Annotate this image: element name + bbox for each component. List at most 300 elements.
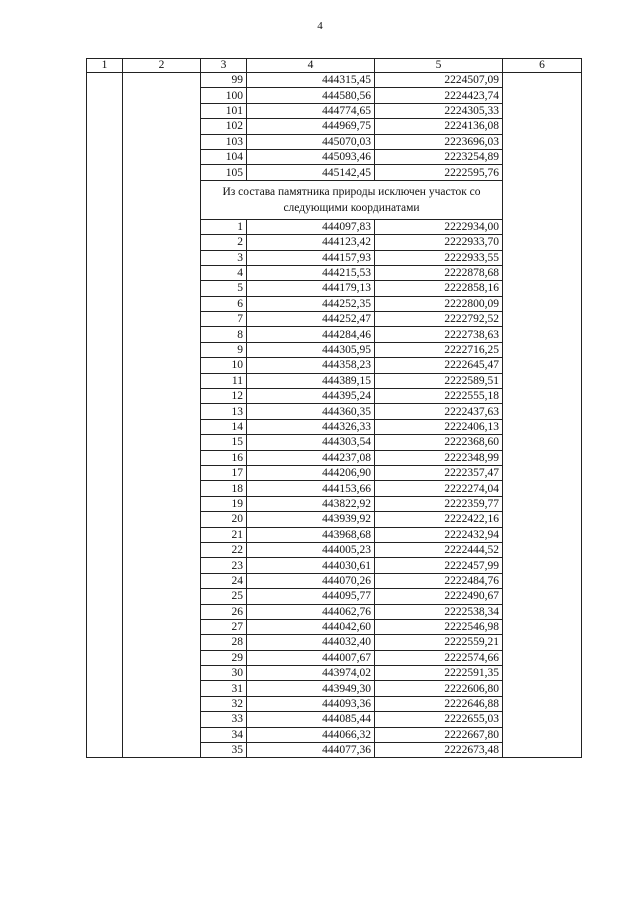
col-1-cell: [87, 373, 123, 388]
coordinate-y-cell: 2222559,21: [375, 635, 503, 650]
coordinate-y-cell: 2222490,67: [375, 589, 503, 604]
point-number-cell: 7: [201, 312, 247, 327]
col-6-cell: [503, 358, 582, 373]
coordinate-x-cell: 444157,93: [247, 250, 375, 265]
col-6-cell: [503, 573, 582, 588]
coordinate-y-cell: 2222645,47: [375, 358, 503, 373]
coordinates-table-container: [86, 58, 582, 758]
point-number-cell: 10: [201, 358, 247, 373]
table-row: [87, 666, 582, 681]
coordinate-x-cell: 444315,45: [247, 73, 375, 88]
point-number-cell: 26: [201, 604, 247, 619]
table-row: [87, 73, 582, 88]
col-1-cell: [87, 527, 123, 542]
point-number-cell: 17: [201, 465, 247, 480]
coordinate-y-cell: 2222667,80: [375, 727, 503, 742]
col-1-cell: [87, 389, 123, 404]
coordinate-y-cell: 2222646,88: [375, 696, 503, 711]
coordinate-y-cell: 2222538,34: [375, 604, 503, 619]
col-6-cell: [503, 281, 582, 296]
col-6-cell: [503, 619, 582, 634]
coordinate-y-cell: 2224136,08: [375, 119, 503, 134]
col-2-cell: [123, 527, 201, 542]
coordinate-y-cell: 2224305,33: [375, 103, 503, 118]
table-row: [87, 235, 582, 250]
col-1-cell: [87, 496, 123, 511]
coordinate-x-cell: 444237,08: [247, 450, 375, 465]
col-2-cell: [123, 373, 201, 388]
col-2-cell: [123, 404, 201, 419]
coordinate-x-cell: 445093,46: [247, 149, 375, 164]
col-1-cell: [87, 465, 123, 480]
point-number-cell: 27: [201, 619, 247, 634]
point-number-cell: 104: [201, 149, 247, 164]
point-number-cell: 4: [201, 265, 247, 280]
coordinate-x-cell: 443822,92: [247, 496, 375, 511]
col-6-cell: [503, 450, 582, 465]
col-6-cell: [503, 219, 582, 234]
col-1-cell: [87, 103, 123, 118]
col-1-cell: [87, 312, 123, 327]
table-row: [87, 404, 582, 419]
col-1-cell: [87, 666, 123, 681]
coordinate-x-cell: 443968,68: [247, 527, 375, 542]
col-6-cell: [503, 149, 582, 164]
table-row: [87, 635, 582, 650]
col-1-cell: [87, 404, 123, 419]
col-1-cell: [87, 327, 123, 342]
table-row: [87, 327, 582, 342]
coordinate-y-cell: 2222606,80: [375, 681, 503, 696]
coordinate-x-cell: 443949,30: [247, 681, 375, 696]
col-6-cell: [503, 604, 582, 619]
col-1-cell: [87, 481, 123, 496]
col-2-cell: [123, 589, 201, 604]
coordinate-x-cell: 444085,44: [247, 712, 375, 727]
coordinate-y-cell: 2223696,03: [375, 134, 503, 149]
coordinate-x-cell: 444123,42: [247, 235, 375, 250]
col-2-cell: [123, 635, 201, 650]
point-number-cell: 25: [201, 589, 247, 604]
point-number-cell: 23: [201, 558, 247, 573]
col-1-cell: [87, 358, 123, 373]
col-header-4: 4: [247, 59, 375, 73]
table-row: [87, 743, 582, 758]
col-1-cell: [87, 604, 123, 619]
coordinate-y-cell: 2222406,13: [375, 419, 503, 434]
coordinate-y-cell: 2222792,52: [375, 312, 503, 327]
col-2-cell: [123, 134, 201, 149]
col-6-cell: [503, 235, 582, 250]
table-row: [87, 281, 582, 296]
table-row: [87, 650, 582, 665]
col-6-cell: [503, 373, 582, 388]
col-2-cell: [123, 558, 201, 573]
col-6-cell: [503, 404, 582, 419]
col-1-cell: [87, 727, 123, 742]
col-6-cell: [503, 558, 582, 573]
col-6-cell: [503, 165, 582, 180]
col-1-cell: [87, 119, 123, 134]
coordinate-x-cell: 444395,24: [247, 389, 375, 404]
col-1-cell: [87, 589, 123, 604]
col-6-cell: [503, 327, 582, 342]
col-2-cell: [123, 296, 201, 311]
table-row: [87, 219, 582, 234]
point-number-cell: 102: [201, 119, 247, 134]
col-2-cell: [123, 327, 201, 342]
coordinate-x-cell: 444969,75: [247, 119, 375, 134]
point-number-cell: 12: [201, 389, 247, 404]
table-row: [87, 481, 582, 496]
point-number-cell: 11: [201, 373, 247, 388]
table-row: [87, 542, 582, 557]
point-number-cell: 103: [201, 134, 247, 149]
table-row: [87, 527, 582, 542]
point-number-cell: 100: [201, 88, 247, 103]
col-1-cell: [87, 573, 123, 588]
coordinate-y-cell: 2222444,52: [375, 542, 503, 557]
col-6-cell: [503, 527, 582, 542]
col-1-cell: [87, 696, 123, 711]
col-1-cell: [87, 435, 123, 450]
col-2-cell: [123, 573, 201, 588]
table-row: [87, 342, 582, 357]
coordinate-x-cell: 444093,36: [247, 696, 375, 711]
table-row: [87, 450, 582, 465]
table-row: [87, 589, 582, 604]
point-number-cell: 8: [201, 327, 247, 342]
table-row: [87, 119, 582, 134]
col-1-cell: [87, 149, 123, 164]
col-1-cell: [87, 219, 123, 234]
col-6-cell: [503, 88, 582, 103]
col-2-cell: [123, 727, 201, 742]
col-2-cell: [123, 666, 201, 681]
table-row: [87, 265, 582, 280]
col-6-cell: [503, 635, 582, 650]
col-2-cell: [123, 235, 201, 250]
table-row: [87, 512, 582, 527]
page-number: 4: [317, 20, 323, 32]
point-number-cell: 33: [201, 712, 247, 727]
col-1-cell: [87, 296, 123, 311]
col-6-cell: [503, 496, 582, 511]
col-6-cell: [503, 250, 582, 265]
col-1-cell: [87, 619, 123, 634]
coordinate-x-cell: 444095,77: [247, 589, 375, 604]
coordinate-y-cell: 2222716,25: [375, 342, 503, 357]
col-6-cell: [503, 296, 582, 311]
col-1-cell: [87, 281, 123, 296]
coordinate-x-cell: 443974,02: [247, 666, 375, 681]
point-number-cell: 1: [201, 219, 247, 234]
col-2-cell: [123, 419, 201, 434]
col-1-cell: [87, 712, 123, 727]
coordinate-y-cell: 2222655,03: [375, 712, 503, 727]
col-2-cell: [123, 149, 201, 164]
coordinate-y-cell: 2222359,77: [375, 496, 503, 511]
col-6-cell: [503, 342, 582, 357]
point-number-cell: 18: [201, 481, 247, 496]
coordinate-x-cell: 445070,03: [247, 134, 375, 149]
table-row: [87, 373, 582, 388]
col-2-cell: [123, 450, 201, 465]
table-row: [87, 250, 582, 265]
point-number-cell: 105: [201, 165, 247, 180]
col-6-cell: [503, 712, 582, 727]
col-header-5: 5: [375, 59, 503, 73]
table-row: [87, 619, 582, 634]
col-1-cell: [87, 650, 123, 665]
note-row: [87, 180, 582, 219]
coordinate-x-cell: 444358,23: [247, 358, 375, 373]
coordinate-y-cell: 2224423,74: [375, 88, 503, 103]
col-2-cell: [123, 119, 201, 134]
point-number-cell: 22: [201, 542, 247, 557]
col-2-cell: [123, 312, 201, 327]
coordinate-y-cell: 2222673,48: [375, 743, 503, 758]
col-1-cell: [87, 419, 123, 434]
col-2-cell: [123, 681, 201, 696]
coordinate-x-cell: 444252,35: [247, 296, 375, 311]
col-6-cell: [503, 265, 582, 280]
col-2-cell: [123, 250, 201, 265]
coordinate-x-cell: 444326,33: [247, 419, 375, 434]
point-number-cell: 28: [201, 635, 247, 650]
coordinate-x-cell: 444070,26: [247, 573, 375, 588]
col-2-cell: [123, 619, 201, 634]
point-number-cell: 34: [201, 727, 247, 742]
coordinate-x-cell: 444252,47: [247, 312, 375, 327]
col-6-cell: [503, 589, 582, 604]
coordinate-y-cell: 2222546,98: [375, 619, 503, 634]
col-6-cell: [503, 465, 582, 480]
coordinate-y-cell: 2222368,60: [375, 435, 503, 450]
coordinate-y-cell: 2222800,09: [375, 296, 503, 311]
col-1-cell: [87, 73, 123, 88]
point-number-cell: 32: [201, 696, 247, 711]
table-row: [87, 103, 582, 118]
coordinate-x-cell: 444066,32: [247, 727, 375, 742]
coordinate-x-cell: 444774,65: [247, 103, 375, 118]
col-header-1: 1: [87, 59, 123, 73]
col-2-cell: [123, 712, 201, 727]
col-2-cell: [123, 435, 201, 450]
point-number-cell: 19: [201, 496, 247, 511]
col-1-cell: [87, 250, 123, 265]
table-row: [87, 681, 582, 696]
coordinate-y-cell: 2222274,04: [375, 481, 503, 496]
table-row: [87, 165, 582, 180]
col-1-cell: [87, 450, 123, 465]
coordinate-y-cell: 2222348,99: [375, 450, 503, 465]
col-6-cell: [503, 666, 582, 681]
point-number-cell: 24: [201, 573, 247, 588]
table-row: [87, 712, 582, 727]
point-number-cell: 31: [201, 681, 247, 696]
col-6-cell: [503, 681, 582, 696]
coordinate-y-cell: 2222422,16: [375, 512, 503, 527]
col-2-cell: [123, 165, 201, 180]
col-1-cell: [87, 265, 123, 280]
col-2-cell: [123, 542, 201, 557]
point-number-cell: 5: [201, 281, 247, 296]
col-2-cell: [123, 88, 201, 103]
coordinate-x-cell: 444179,13: [247, 281, 375, 296]
coordinate-y-cell: 2222437,63: [375, 404, 503, 419]
coordinate-y-cell: 2222574,66: [375, 650, 503, 665]
col-6-cell: [503, 419, 582, 434]
coordinate-x-cell: 444580,56: [247, 88, 375, 103]
coordinate-x-cell: 444032,40: [247, 635, 375, 650]
col-1-cell: [87, 342, 123, 357]
col-6-cell: [503, 312, 582, 327]
coordinate-x-cell: 444042,60: [247, 619, 375, 634]
coordinate-y-cell: 2222484,76: [375, 573, 503, 588]
point-number-cell: 13: [201, 404, 247, 419]
coordinates-table: [86, 58, 582, 758]
table-row: [87, 88, 582, 103]
coordinate-x-cell: 444097,83: [247, 219, 375, 234]
coordinate-x-cell: 444005,23: [247, 542, 375, 557]
coordinate-x-cell: 444389,15: [247, 373, 375, 388]
point-number-cell: 15: [201, 435, 247, 450]
col-2-cell: [123, 73, 201, 88]
coordinate-y-cell: 2222934,00: [375, 219, 503, 234]
coordinate-x-cell: 444284,46: [247, 327, 375, 342]
col-1-cell: [87, 743, 123, 758]
coordinate-y-cell: 2222589,51: [375, 373, 503, 388]
point-number-cell: 16: [201, 450, 247, 465]
coordinate-x-cell: 444303,54: [247, 435, 375, 450]
coordinate-x-cell: 444007,67: [247, 650, 375, 665]
table-row: [87, 696, 582, 711]
coordinate-x-cell: 444215,53: [247, 265, 375, 280]
col-2-cell: [123, 180, 201, 219]
coordinate-y-cell: 2223254,89: [375, 149, 503, 164]
table-body: [87, 73, 582, 758]
table-row: [87, 727, 582, 742]
col-6-cell: [503, 481, 582, 496]
col-1-cell: [87, 681, 123, 696]
table-row: [87, 496, 582, 511]
col-2-cell: [123, 650, 201, 665]
col-header-2: 2: [123, 59, 201, 73]
coordinate-y-cell: 2222591,35: [375, 666, 503, 681]
col-6-cell: [503, 119, 582, 134]
header-row: [87, 59, 582, 73]
point-number-cell: 3: [201, 250, 247, 265]
point-number-cell: 6: [201, 296, 247, 311]
coordinate-x-cell: 444062,76: [247, 604, 375, 619]
coordinate-y-cell: 2222595,76: [375, 165, 503, 180]
col-header-3: 3: [201, 59, 247, 73]
col-2-cell: [123, 219, 201, 234]
point-number-cell: 30: [201, 666, 247, 681]
coordinate-x-cell: 443939,92: [247, 512, 375, 527]
col-2-cell: [123, 743, 201, 758]
table-row: [87, 419, 582, 434]
col-2-cell: [123, 265, 201, 280]
col-6-cell: [503, 389, 582, 404]
col-6-cell: [503, 743, 582, 758]
col-6-cell: [503, 435, 582, 450]
coordinate-y-cell: 2222933,70: [375, 235, 503, 250]
col-2-cell: [123, 358, 201, 373]
exclusion-note: Из состава памятника природы исключен участок со следующими координатами: [201, 180, 503, 219]
point-number-cell: 14: [201, 419, 247, 434]
col-6-cell: [503, 134, 582, 149]
col-6-cell: [503, 512, 582, 527]
point-number-cell: 21: [201, 527, 247, 542]
point-number-cell: 29: [201, 650, 247, 665]
coordinate-x-cell: 444153,66: [247, 481, 375, 496]
coordinate-y-cell: 2222432,94: [375, 527, 503, 542]
coordinate-y-cell: 2222933,55: [375, 250, 503, 265]
col-2-cell: [123, 696, 201, 711]
col-2-cell: [123, 481, 201, 496]
col-1-cell: [87, 180, 123, 219]
point-number-cell: 35: [201, 743, 247, 758]
col-2-cell: [123, 389, 201, 404]
point-number-cell: 20: [201, 512, 247, 527]
coordinate-x-cell: 444077,36: [247, 743, 375, 758]
col-2-cell: [123, 496, 201, 511]
col-6-cell: [503, 103, 582, 118]
col-1-cell: [87, 542, 123, 557]
col-6-cell: [503, 542, 582, 557]
table-row: [87, 296, 582, 311]
coordinate-y-cell: 2222738,63: [375, 327, 503, 342]
table-row: [87, 573, 582, 588]
coordinate-y-cell: 2222357,47: [375, 465, 503, 480]
table-row: [87, 149, 582, 164]
table-row: [87, 604, 582, 619]
table-row: [87, 389, 582, 404]
col-6-cell: [503, 73, 582, 88]
col-2-cell: [123, 604, 201, 619]
col-2-cell: [123, 103, 201, 118]
point-number-cell: 99: [201, 73, 247, 88]
col-1-cell: [87, 165, 123, 180]
point-number-cell: 9: [201, 342, 247, 357]
point-number-cell: 101: [201, 103, 247, 118]
col-1-cell: [87, 134, 123, 149]
coordinate-y-cell: 2222555,18: [375, 389, 503, 404]
col-1-cell: [87, 558, 123, 573]
col-6-cell: [503, 727, 582, 742]
col-2-cell: [123, 342, 201, 357]
table-row: [87, 312, 582, 327]
coordinate-y-cell: 2222858,16: [375, 281, 503, 296]
coordinate-y-cell: 2222878,68: [375, 265, 503, 280]
col-1-cell: [87, 512, 123, 527]
col-1-cell: [87, 88, 123, 103]
coordinate-y-cell: 2224507,09: [375, 73, 503, 88]
table-row: [87, 358, 582, 373]
coordinate-x-cell: 444030,61: [247, 558, 375, 573]
col-1-cell: [87, 635, 123, 650]
coordinate-x-cell: 444305,95: [247, 342, 375, 357]
col-2-cell: [123, 512, 201, 527]
col-2-cell: [123, 281, 201, 296]
coordinate-x-cell: 444206,90: [247, 465, 375, 480]
col-6-cell: [503, 650, 582, 665]
table-row: [87, 134, 582, 149]
coordinate-x-cell: 444360,35: [247, 404, 375, 419]
coordinate-x-cell: 445142,45: [247, 165, 375, 180]
